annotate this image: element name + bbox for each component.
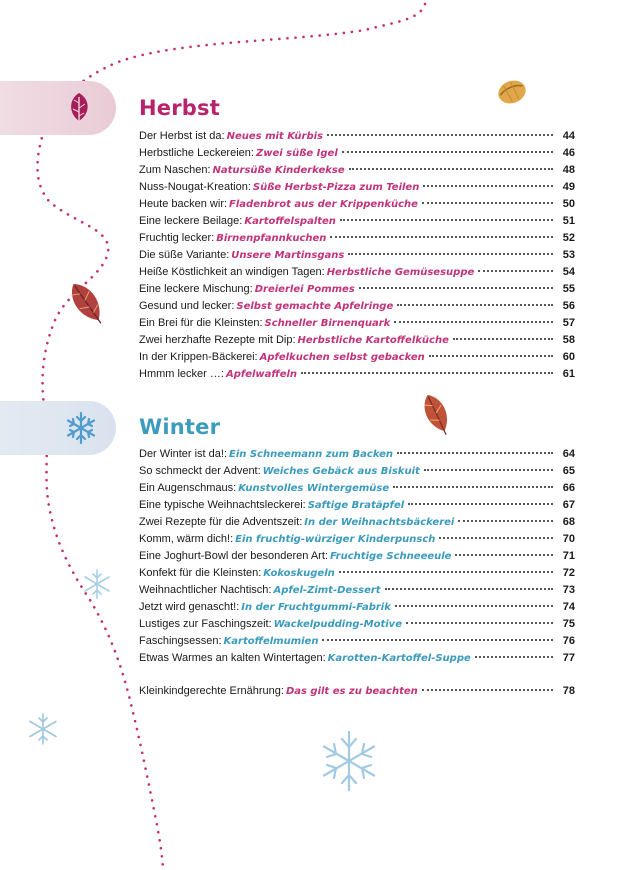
entry-label: Faschingsessen: <box>139 635 222 647</box>
toc-entry[interactable] <box>139 599 575 616</box>
toc-entry[interactable] <box>139 531 575 548</box>
entry-title: Fruchtige Schneeeule <box>329 551 452 562</box>
toc-entry[interactable] <box>139 366 575 383</box>
entry-title: Herbstliche Gemüsesuppe <box>326 267 475 278</box>
leaf-icon <box>64 91 94 125</box>
entry-title: Wackelpudding-Motive <box>273 619 402 630</box>
dot-leader <box>458 520 553 522</box>
page-number: 58 <box>562 334 575 346</box>
toc-entry[interactable] <box>139 213 575 230</box>
dot-leader <box>478 270 553 272</box>
snowflake-icon <box>85 570 109 598</box>
toc-entry[interactable] <box>139 497 575 514</box>
page-number: 67 <box>562 499 575 511</box>
page-number: 48 <box>562 164 575 176</box>
entry-title: Birnenpfannkuchen <box>216 233 327 244</box>
entry-label: Der Herbst ist da: <box>139 130 225 142</box>
dot-leader <box>340 219 553 221</box>
toc-entry[interactable] <box>139 514 575 531</box>
toc-entry[interactable] <box>139 446 575 463</box>
entry-label: Der Winter ist da!: <box>139 448 228 460</box>
dot-leader <box>406 622 553 624</box>
entry-label: Konfekt für die Kleinsten: <box>139 567 262 579</box>
page-number: 70 <box>562 533 575 545</box>
toc-entry[interactable] <box>139 128 575 145</box>
toc-entry[interactable] <box>139 230 575 247</box>
dot-leader <box>429 355 553 357</box>
toc-herbst-list <box>139 128 575 383</box>
entry-label: Heiße Köstlichkeit an windigen Tagen: <box>139 266 325 278</box>
entry-label: Zwei herzhafte Rezepte mit Dip: <box>139 334 296 346</box>
entry-label: Komm, wärm dich!: <box>139 533 234 545</box>
dot-leader <box>453 338 553 340</box>
page-number: 73 <box>562 584 575 596</box>
entry-label: Fruchtig lecker: <box>139 232 215 244</box>
entry-title: Kartoffelmumien <box>223 636 319 647</box>
dot-leader <box>339 571 553 573</box>
entry-title: Ein Schneemann zum Backen <box>229 449 394 460</box>
entry-title: Neues mit Kürbis <box>226 131 323 142</box>
page-number: 71 <box>562 550 575 562</box>
entry-title: Saftige Bratäpfel <box>307 500 405 511</box>
page-number: 60 <box>562 351 575 363</box>
entry-label: Herbstliche Leckereien: <box>139 147 254 159</box>
toc-entry[interactable] <box>139 162 575 179</box>
dot-leader <box>330 236 553 238</box>
herbst-tab <box>0 81 116 135</box>
page-number: 53 <box>562 249 575 261</box>
toc-entry[interactable] <box>139 349 575 366</box>
toc-entry[interactable] <box>139 264 575 281</box>
entry-label: Die süße Variante: <box>139 249 230 261</box>
page-number: 56 <box>562 300 575 312</box>
red-leaf-icon <box>65 278 110 329</box>
page-number: 77 <box>562 652 575 664</box>
entry-title: Karotten-Kartoffel-Suppe <box>327 653 471 664</box>
entry-label: Etwas Warmes an kalten Wintertagen: <box>139 652 326 664</box>
dot-leader <box>359 287 553 289</box>
entry-title: Natursüße Kinderkekse <box>212 165 345 176</box>
toc-winter-list <box>139 446 575 667</box>
toc-entry[interactable] <box>139 332 575 349</box>
entry-title: Apfel-Zimt-Dessert <box>273 585 381 596</box>
dot-leader <box>408 503 553 505</box>
toc-entry[interactable] <box>139 683 575 700</box>
entry-label: Lustiges zur Faschingszeit: <box>139 618 272 630</box>
section-title-winter: Winter <box>139 415 221 439</box>
entry-title: Kunstvolles Wintergemüse <box>238 483 390 494</box>
acorn-leaf-icon <box>495 77 529 107</box>
page-number: 78 <box>562 685 575 697</box>
entry-label: Jetzt wird genascht!: <box>139 601 240 613</box>
dot-leader <box>475 656 553 658</box>
entry-label: Eine Joghurt-Bowl der besonderen Art: <box>139 550 328 562</box>
entry-label: Zum Naschen: <box>139 164 211 176</box>
page-number: 74 <box>562 601 575 613</box>
page-number: 52 <box>562 232 575 244</box>
entry-label: Weihnachtlicher Nachtisch: <box>139 584 272 596</box>
dot-leader <box>385 588 553 590</box>
snowflake-icon <box>324 732 374 790</box>
entry-title: Apfelkuchen selbst gebacken <box>259 352 425 363</box>
entry-title: In der Weihnachtsbäckerei <box>304 517 455 528</box>
entry-label: Gesund und lecker: <box>139 300 235 312</box>
entry-title: In der Fruchtgummi-Fabrik <box>241 602 391 613</box>
page-number: 51 <box>562 215 575 227</box>
dot-leader <box>423 185 553 187</box>
toc-entry[interactable] <box>139 633 575 650</box>
page-number: 76 <box>562 635 575 647</box>
dot-leader <box>349 168 553 170</box>
entry-title: Kokoskugeln <box>263 568 335 579</box>
dot-leader <box>422 689 553 691</box>
toc-entry[interactable] <box>139 616 575 633</box>
toc-entry[interactable] <box>139 480 575 497</box>
toc-entry[interactable] <box>139 548 575 565</box>
entry-label: Eine leckere Mischung: <box>139 283 253 295</box>
page-number: 72 <box>562 567 575 579</box>
page-number: 50 <box>562 198 575 210</box>
entry-title: Das gilt es zu beachten <box>285 686 418 697</box>
entry-label: Kleinkindgerechte Ernährung: <box>139 685 284 697</box>
dot-leader <box>348 253 553 255</box>
page-number: 46 <box>562 147 575 159</box>
entry-title: Schneller Birnenquark <box>264 318 391 329</box>
page-number: 75 <box>562 618 575 630</box>
entry-label: Eine typische Weihnachtsleckerei: <box>139 499 306 511</box>
red-leaf-icon <box>419 391 455 439</box>
page-number: 44 <box>562 130 575 142</box>
entry-label: Eine leckere Beilage: <box>139 215 243 227</box>
dot-leader <box>395 605 553 607</box>
entry-title: Herbstliche Kartoffelküche <box>297 335 449 346</box>
toc-entry[interactable] <box>139 650 575 667</box>
entry-title: Apfelwaffeln <box>225 369 298 380</box>
dot-leader <box>322 639 553 641</box>
page-number: 65 <box>562 465 575 477</box>
entry-title: Ein fruchtig-würziger Kinderpunsch <box>235 534 436 545</box>
toc-entry[interactable] <box>139 145 575 162</box>
dot-leader <box>301 372 553 374</box>
toc-entry[interactable] <box>139 463 575 480</box>
toc-entry[interactable] <box>139 196 575 213</box>
snowflake-icon <box>64 411 98 445</box>
page-number: 64 <box>562 448 575 460</box>
entry-label: Zwei Rezepte für die Adventszeit: <box>139 516 303 528</box>
toc-entry[interactable] <box>139 179 575 196</box>
toc-entry[interactable] <box>139 247 575 264</box>
entry-title: Unsere Martinsgans <box>231 250 345 261</box>
entry-title: Kartoffelspalten <box>244 216 336 227</box>
entry-label: Ein Augenschmaus: <box>139 482 237 494</box>
dot-leader <box>397 452 553 454</box>
page-number: 54 <box>562 266 575 278</box>
toc-entry[interactable] <box>139 298 575 315</box>
entry-label: Ein Brei für die Kleinsten: <box>139 317 263 329</box>
toc-entry[interactable] <box>139 281 575 298</box>
snowflake-icon <box>30 714 56 744</box>
page-number: 55 <box>562 283 575 295</box>
dot-leader <box>424 469 553 471</box>
entry-label: Nuss-Nougat-Kreation: <box>139 181 251 193</box>
toc-entry[interactable] <box>139 582 575 599</box>
page-number: 68 <box>562 516 575 528</box>
toc-entry[interactable] <box>139 315 575 332</box>
dot-leader <box>455 554 553 556</box>
dot-leader <box>439 537 553 539</box>
entry-label: So schmeckt der Advent: <box>139 465 261 477</box>
dot-leader <box>342 151 553 153</box>
page-number: 49 <box>562 181 575 193</box>
entry-title: Selbst gemachte Apfelringe <box>236 301 394 312</box>
entry-title: Zwei süße Igel <box>255 148 338 159</box>
dot-leader <box>327 134 553 136</box>
dot-leader <box>397 304 553 306</box>
entry-label: In der Krippen-Bäckerei: <box>139 351 258 363</box>
page-number: 57 <box>562 317 575 329</box>
entry-label: Hmmm lecker …: <box>139 368 224 380</box>
entry-title: Fladenbrot aus der Krippenküche <box>229 199 418 210</box>
entry-title: Süße Herbst-Pizza zum Teilen <box>252 182 420 193</box>
section-title-herbst: Herbst <box>139 96 220 120</box>
toc-final-list <box>139 683 575 700</box>
dot-leader <box>393 486 553 488</box>
dot-leader <box>422 202 553 204</box>
winter-tab <box>0 401 116 455</box>
toc-entry[interactable] <box>139 565 575 582</box>
entry-title: Weiches Gebäck aus Biskuit <box>262 466 420 477</box>
dot-leader <box>394 321 553 323</box>
page-number: 66 <box>562 482 575 494</box>
entry-title: Dreierlei Pommes <box>254 284 355 295</box>
page-number: 61 <box>562 368 575 380</box>
entry-label: Heute backen wir: <box>139 198 228 210</box>
